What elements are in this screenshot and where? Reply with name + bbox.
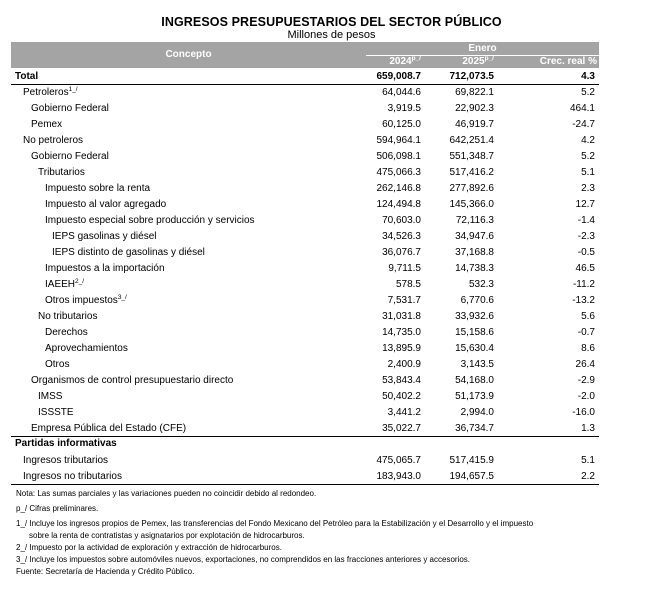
note-2: 2_/ Impuesto por la actividad de exploración y extracción de hidrocarburos. bbox=[16, 543, 282, 552]
cell-growth: 5.1 bbox=[581, 455, 595, 466]
table-row bbox=[11, 197, 599, 213]
table-row bbox=[11, 229, 599, 245]
cell-2025: 517,415.9 bbox=[449, 455, 494, 466]
cell-growth: -1.4 bbox=[577, 215, 595, 226]
row-label: Impuesto al valor agregado bbox=[45, 199, 167, 210]
table-row bbox=[11, 181, 599, 197]
cell-2025: 2,994.0 bbox=[460, 407, 494, 418]
cell-2025: 34,947.6 bbox=[455, 231, 494, 242]
cell-growth: 5.6 bbox=[581, 311, 595, 322]
row-label: Gobierno Federal bbox=[31, 103, 109, 114]
cell-2024: 14,735.0 bbox=[382, 327, 421, 338]
cell-growth: 4.2 bbox=[581, 135, 595, 146]
row-label: Tributarios bbox=[38, 167, 85, 178]
row-label bbox=[45, 295, 127, 306]
table-row bbox=[11, 373, 599, 389]
cell-growth: -11.2 bbox=[572, 279, 595, 290]
header-col-2025 bbox=[421, 56, 494, 68]
table-row bbox=[11, 453, 599, 469]
header-col-2024 bbox=[366, 56, 421, 68]
row-label: ISSSTE bbox=[38, 407, 74, 418]
cell-2025: 69,822.1 bbox=[455, 87, 494, 98]
table-row bbox=[11, 117, 599, 133]
header-col-2024-sup: p_/ bbox=[411, 55, 421, 62]
cell-2025: 551,348.7 bbox=[449, 151, 494, 162]
cell-2025: 194,657.5 bbox=[449, 471, 494, 482]
row-label: Total bbox=[15, 71, 39, 82]
cell-2024: 64,044.6 bbox=[382, 87, 421, 98]
table-header bbox=[11, 42, 599, 68]
table-row bbox=[11, 293, 599, 309]
cell-2024: 50,402.2 bbox=[382, 391, 421, 402]
cell-2024: 2,400.9 bbox=[387, 359, 421, 370]
cell-2024: 53,843.4 bbox=[382, 375, 421, 386]
cell-2024: 13,895.9 bbox=[382, 343, 421, 354]
table-row bbox=[11, 165, 599, 181]
table-row-total bbox=[11, 69, 599, 85]
row-label-text: IAEEH bbox=[45, 279, 76, 290]
table-row bbox=[11, 357, 599, 373]
note-rounding: Nota: Las sumas parciales y las variaciones pueden no coincidir debido al redondeo. bbox=[16, 489, 317, 498]
cell-growth: -16.0 bbox=[572, 407, 595, 418]
note-3: 3_/ Incluye los impuestos sobre automóviles nuevos, exportaciones, no comprendidos en las fracciones anteriores y accesorios. bbox=[16, 555, 471, 564]
row-label: Empresa Pública del Estado (CFE) bbox=[31, 423, 187, 434]
table-row bbox=[11, 469, 599, 485]
cell-growth: -24.7 bbox=[572, 119, 595, 130]
cell-2024: 35,022.7 bbox=[382, 423, 421, 434]
cell-2025: 6,770.6 bbox=[460, 295, 494, 306]
table-row bbox=[11, 421, 599, 437]
note-1-continued: sobre la renta de contratistas y asignatarios por explotación de hidrocarburos. bbox=[29, 531, 305, 540]
row-label: Impuestos a la importación bbox=[45, 263, 165, 274]
cell-2024: 31,031.8 bbox=[382, 311, 421, 322]
cell-2024: 3,441.2 bbox=[387, 407, 421, 418]
cell-growth: 2.2 bbox=[581, 471, 595, 482]
table-row bbox=[11, 389, 599, 405]
row-label: No tributarios bbox=[38, 311, 98, 322]
table-row bbox=[11, 133, 599, 149]
cell-growth: 5.1 bbox=[581, 167, 595, 178]
cell-2024: 34,526.3 bbox=[382, 231, 421, 242]
cell-2025: 642,251.4 bbox=[449, 135, 494, 146]
footnote-marker: 1_/ bbox=[68, 86, 78, 93]
header-col-2025-sup: p_/ bbox=[484, 55, 494, 62]
row-label: Derechos bbox=[45, 327, 88, 338]
cell-growth: -0.5 bbox=[577, 247, 595, 258]
cell-growth: 46.5 bbox=[575, 263, 595, 274]
row-label: Aprovechamientos bbox=[45, 343, 128, 354]
cell-2025: 51,173.9 bbox=[455, 391, 494, 402]
header-period: Enero bbox=[468, 43, 497, 54]
cell-2024: 9,711.5 bbox=[388, 263, 421, 274]
cell-2024: 3,919.5 bbox=[387, 103, 421, 114]
header-col-2025-label: 2025 bbox=[462, 56, 485, 67]
footnote-marker: 2_/ bbox=[75, 278, 85, 285]
header-col-growth: Crec. real % bbox=[539, 56, 597, 67]
row-label-text: Otros impuestos bbox=[45, 295, 118, 306]
cell-growth: -13.2 bbox=[572, 295, 595, 306]
header-col-2024-label: 2024 bbox=[389, 56, 412, 67]
table-row bbox=[11, 101, 599, 117]
row-label: Impuesto sobre la renta bbox=[45, 183, 151, 194]
cell-2025: 22,902.3 bbox=[455, 103, 494, 114]
cell-growth: -2.3 bbox=[577, 231, 595, 242]
cell-growth: 4.3 bbox=[581, 71, 595, 82]
cell-growth: 12.7 bbox=[575, 199, 595, 210]
cell-2025: 145,366.0 bbox=[449, 199, 494, 210]
row-label: Gobierno Federal bbox=[31, 151, 109, 162]
table-row bbox=[11, 405, 599, 421]
memo-title: Partidas informativas bbox=[15, 438, 117, 449]
row-label: IMSS bbox=[38, 391, 63, 402]
table-row bbox=[11, 149, 599, 165]
cell-growth: 5.2 bbox=[581, 87, 595, 98]
cell-2025: 517,416.2 bbox=[449, 167, 494, 178]
cell-2025: 36,734.7 bbox=[455, 423, 494, 434]
cell-2025: 72,116.3 bbox=[455, 215, 494, 226]
header-concept: Concepto bbox=[165, 49, 212, 60]
table-row bbox=[11, 245, 599, 261]
note-preliminary: p_/ Cifras preliminares. bbox=[16, 504, 99, 513]
row-label: Impuesto especial sobre producción y servicios bbox=[45, 215, 255, 226]
cell-growth: -2.0 bbox=[577, 391, 595, 402]
cell-2024: 578.5 bbox=[395, 279, 421, 290]
cell-2024: 124,494.8 bbox=[376, 199, 421, 210]
table-row bbox=[11, 325, 599, 341]
cell-2025: 3,143.5 bbox=[460, 359, 494, 370]
cell-2025: 54,168.0 bbox=[455, 375, 494, 386]
table-row bbox=[11, 261, 599, 277]
cell-growth: 8.6 bbox=[581, 343, 595, 354]
cell-2024: 659,008.7 bbox=[376, 71, 421, 82]
cell-growth: 2.3 bbox=[581, 183, 595, 194]
cell-2024: 594,964.1 bbox=[376, 135, 421, 146]
cell-growth: -0.7 bbox=[577, 327, 595, 338]
row-label: Pemex bbox=[31, 119, 63, 130]
cell-2025: 33,932.6 bbox=[455, 311, 494, 322]
row-label bbox=[23, 87, 78, 98]
cell-2025: 15,158.6 bbox=[455, 327, 494, 338]
cell-2024: 506,098.1 bbox=[376, 151, 421, 162]
cell-2025: 15,630.4 bbox=[455, 343, 494, 354]
cell-2025: 277,892.6 bbox=[449, 183, 494, 194]
cell-2025: 532.3 bbox=[468, 279, 494, 290]
table-row bbox=[11, 309, 599, 325]
row-label bbox=[45, 279, 84, 290]
memo-title-row bbox=[11, 436, 599, 452]
cell-growth: 26.4 bbox=[575, 359, 595, 370]
divider-bottom bbox=[11, 484, 599, 485]
cell-2025: 712,073.5 bbox=[449, 71, 494, 82]
note-1: 1_/ Incluye los ingresos propios de Pemex, las transferencias del Fondo Mexicano del Petróleo para la Estabilización y el Desarrollo y el impuesto bbox=[16, 519, 534, 528]
cell-2024: 475,065.7 bbox=[376, 455, 421, 466]
cell-2025: 46,919.7 bbox=[455, 119, 494, 130]
note-source: Fuente: Secretaría de Hacienda y Crédito Público. bbox=[16, 567, 195, 576]
cell-growth: 5.2 bbox=[581, 151, 595, 162]
row-label: Ingresos tributarios bbox=[23, 455, 109, 466]
cell-2025: 37,168.8 bbox=[455, 247, 494, 258]
row-label: Ingresos no tributarios bbox=[23, 471, 122, 482]
cell-2024: 183,943.0 bbox=[376, 471, 421, 482]
cell-2024: 60,125.0 bbox=[382, 119, 421, 130]
cell-growth: 464.1 bbox=[569, 103, 595, 114]
footnote-marker: 3_/ bbox=[117, 294, 127, 301]
cell-2024: 36,076.7 bbox=[382, 247, 421, 258]
cell-2024: 70,603.0 bbox=[382, 215, 421, 226]
table-title: INGRESOS PRESUPUESTARIOS DEL SECTOR PÚBLICO bbox=[161, 15, 502, 29]
footnotes bbox=[16, 488, 616, 578]
row-label: IEPS distinto de gasolinas y diésel bbox=[52, 247, 205, 258]
table-subtitle: Millones de pesos bbox=[287, 29, 376, 41]
row-label: Otros bbox=[45, 359, 70, 370]
table-row bbox=[11, 277, 599, 293]
row-label-text: Petroleros bbox=[23, 87, 69, 98]
row-label: Organismos de control presupuestario directo bbox=[31, 375, 234, 386]
table-row bbox=[11, 85, 599, 101]
cell-2024: 7,531.7 bbox=[387, 295, 421, 306]
row-label: No petroleros bbox=[23, 135, 84, 146]
table-row bbox=[11, 341, 599, 357]
cell-growth: 1.3 bbox=[581, 423, 595, 434]
cell-2025: 14,738.3 bbox=[455, 263, 494, 274]
cell-2024: 262,146.8 bbox=[376, 183, 421, 194]
table-row bbox=[11, 213, 599, 229]
cell-growth: -2.9 bbox=[577, 375, 595, 386]
row-label: IEPS gasolinas y diésel bbox=[52, 231, 157, 242]
cell-2024: 475,066.3 bbox=[376, 167, 421, 178]
